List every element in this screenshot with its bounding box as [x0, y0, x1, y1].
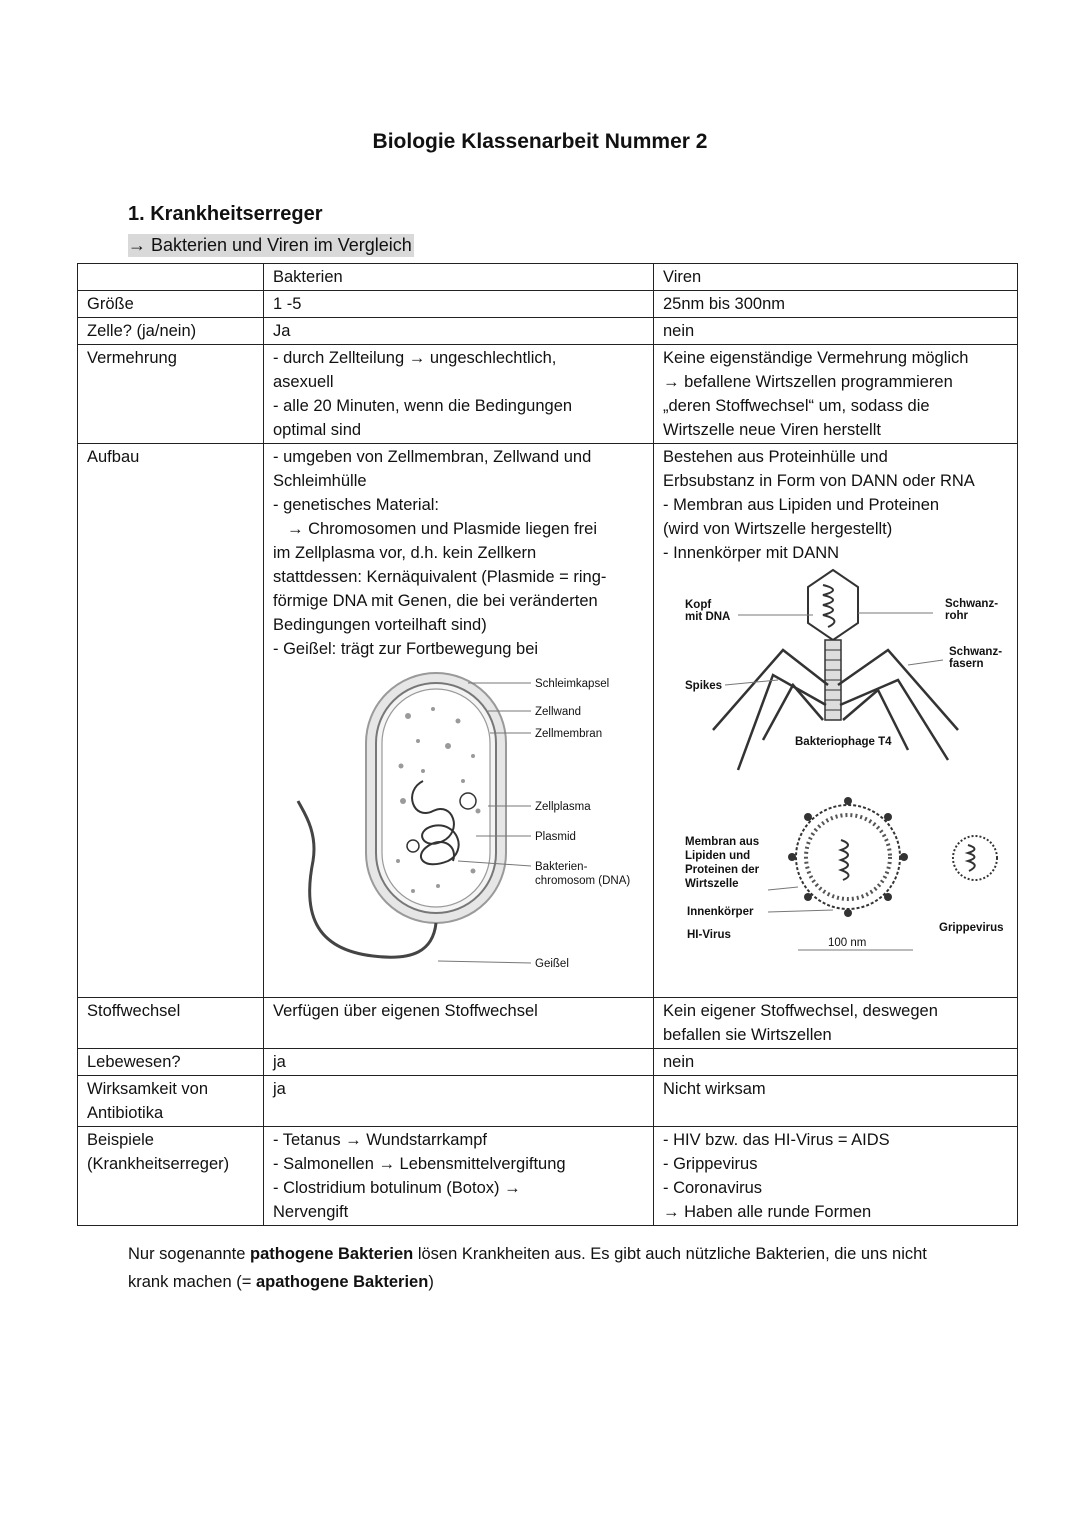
cell-membrane-shape — [382, 689, 490, 907]
cell-line: befallen sie Wirtszellen — [663, 1026, 832, 1044]
cell-line: Nervengift — [273, 1203, 349, 1221]
table-row — [78, 1076, 1018, 1127]
cell-line: im Zellplasma vor, d.h. kein Zellkern — [273, 544, 537, 562]
virus-illustration — [663, 565, 1009, 985]
cell-line: - Geißel: trägt zur Fortbewegung bei — [273, 640, 539, 658]
bakterien-cell — [264, 345, 654, 444]
cell-line: - umgeben von Zellmembran, Zellwand und — [273, 448, 592, 466]
row-label: Wirksamkeit von Antibiotika — [78, 1076, 264, 1127]
label-zellmembran: Zellmembran — [535, 728, 603, 740]
cell-line: Kein eigener Stoffwechsel, deswegen — [663, 1002, 938, 1020]
label-membran-1: Membran aus — [685, 836, 760, 848]
note-text: lösen Krankheiten aus. Es gibt auch nützliche Bakterien, die uns nicht krank machen (= — [128, 1245, 927, 1291]
row-label: Zelle? (ja/nein) — [78, 318, 264, 345]
bakterien-cell — [264, 318, 654, 345]
label-zellplasma: Zellplasma — [535, 801, 591, 813]
comparison-table — [77, 263, 1018, 1226]
note-bold-apathogen: apathogene Bakterien — [255, 1273, 429, 1291]
cell-line: - Salmonellen → Lebensmittelvergiftung — [273, 1155, 566, 1173]
label-kopf: Kopf — [685, 599, 712, 611]
label-membran-2: Lipiden und — [685, 850, 751, 862]
cell-line: - Innenkörper mit DANN — [663, 544, 840, 562]
table-row — [78, 1049, 1018, 1076]
cell-line: → befallene Wirtszellen programmieren — [663, 373, 953, 391]
viren-cell — [654, 998, 1018, 1049]
label-grippevirus: Grippevirus — [939, 922, 1004, 934]
bakterien-cell — [264, 444, 654, 998]
footnote-paragraph — [128, 1240, 948, 1296]
label-zellwand: Zellwand — [535, 706, 582, 718]
cell-line: „deren Stoffwechsel“ um, sodass die — [663, 397, 930, 415]
row-label: Lebewesen? — [78, 1049, 264, 1076]
label-innenkoerper: Innenkörper — [687, 906, 754, 918]
label-membran-3: Proteinen der — [685, 864, 760, 876]
viren-cell — [654, 345, 1018, 444]
cell-line: - Coronavirus — [663, 1179, 763, 1197]
label-100nm: 100 nm — [828, 937, 867, 949]
table-row — [78, 998, 1018, 1049]
cell-line: - Membran aus Lipiden und Proteinen — [663, 496, 940, 514]
bakterien-cell — [264, 998, 654, 1049]
subsection-heading: → Bakterien und Viren im Vergleich — [128, 235, 412, 255]
cell-line: → Haben alle runde Formen — [663, 1203, 872, 1221]
bakterien-aufbau-text — [273, 445, 644, 661]
viren-cell — [654, 291, 1018, 318]
cell-line: → Chromosomen und Plasmide liegen frei — [287, 520, 597, 538]
cell-line: optimal sind — [273, 421, 362, 439]
label-plasmid: Plasmid — [535, 831, 576, 843]
header-cell: Viren — [654, 264, 1018, 291]
cell-line: förmige DNA mit Genen, die bei veränderten — [273, 592, 598, 610]
cell-line: Bedingungen vorteilhaft sind) — [273, 616, 487, 634]
label-spikes: Spikes — [685, 680, 723, 692]
cell-line: - durch Zellteilung → ungeschlechtlich, — [273, 349, 557, 367]
page-title: Biologie Klassenarbeit Nummer 2 — [372, 130, 708, 153]
cell-line: nein — [663, 322, 695, 340]
table-row — [78, 318, 1018, 345]
label-hi-virus: HI-Virus — [687, 929, 731, 941]
cell-line: Wirtszelle neue Viren herstellt — [663, 421, 881, 439]
label-geissel: Geißel — [535, 958, 569, 970]
cell-line: Schleimhülle — [273, 472, 367, 490]
bakterien-cell — [264, 1076, 654, 1127]
table-header-row — [78, 264, 1018, 291]
cell-line: - Clostridium botulinum (Botox) → — [273, 1179, 521, 1197]
row-label: Stoffwechsel — [78, 998, 264, 1049]
virus-diagram — [663, 565, 1008, 985]
note-text: ) — [428, 1273, 434, 1291]
bacterium-illustration — [273, 661, 645, 996]
note-bold-pathogen: pathogene Bakterien — [250, 1245, 414, 1263]
label-schwanzrohr-1: Schwanz- — [945, 598, 999, 610]
row-label: Vermehrung — [78, 345, 264, 444]
table-row — [78, 1127, 1018, 1226]
cell-line: asexuell — [273, 373, 334, 391]
bakterien-cell — [264, 1127, 654, 1226]
viren-cell — [654, 318, 1018, 345]
cell-line: - alle 20 Minuten, wenn die Bedingungen — [273, 397, 573, 415]
label-bakterien: Bakterien- — [535, 861, 588, 873]
cell-line: 1 -5 — [273, 295, 302, 313]
label-bakteriophage: Bakteriophage T4 — [795, 736, 892, 748]
table-row — [78, 345, 1018, 444]
note-text: Nur sogenannte — [128, 1245, 251, 1263]
cell-line: Verfügen über eigenen Stoffwechsel — [273, 1002, 538, 1020]
cell-line: Keine eigenständige Vermehrung möglich — [663, 349, 969, 367]
section-heading: 1. Krankheitserreger — [128, 203, 323, 225]
label-schwanzfasern-2: fasern — [949, 658, 984, 670]
cell-line: Nicht wirksam — [663, 1080, 766, 1098]
table-row — [78, 444, 1018, 998]
cell-line: - HIV bzw. das HI-Virus = AIDS — [663, 1131, 890, 1149]
viren-cell — [654, 1076, 1018, 1127]
cell-line: nein — [663, 1053, 695, 1071]
cell-line: stattdessen: Kernäquivalent (Plasmide = ring- — [273, 568, 607, 586]
bacterium-diagram — [273, 661, 644, 996]
cell-line: (wird von Wirtszelle hergestellt) — [663, 520, 893, 538]
label-chromosom: chromosom (DNA) — [535, 875, 631, 887]
cell-line: Erbsubstanz in Form von DANN oder RNA — [663, 472, 975, 490]
viren-cell — [654, 444, 1018, 998]
header-cell: Bakterien — [264, 264, 654, 291]
cell-line: - Tetanus → Wundstarrkampf — [273, 1131, 487, 1149]
bakterien-cell — [264, 291, 654, 318]
bakterien-cell — [264, 1049, 654, 1076]
label-schwanzfasern-1: Schwanz- — [949, 646, 1003, 658]
cell-line: - Grippevirus — [663, 1155, 758, 1173]
viren-cell — [654, 1127, 1018, 1226]
header-cell — [78, 264, 264, 291]
phage-head-shape — [808, 570, 858, 640]
table-row — [78, 291, 1018, 318]
row-label: Größe — [78, 291, 264, 318]
viren-cell — [654, 1049, 1018, 1076]
label-mit-dna: mit DNA — [685, 611, 731, 623]
label-schwanzrohr-2: rohr — [945, 610, 968, 622]
cell-line: Bestehen aus Proteinhülle und — [663, 448, 888, 466]
viren-aufbau-text — [663, 445, 1008, 565]
cell-line: 25nm bis 300nm — [663, 295, 785, 313]
row-label: Beispiele (Krankheitserreger) — [78, 1127, 264, 1226]
cell-line: - genetisches Material: — [273, 496, 439, 514]
cell-line: ja — [273, 1080, 286, 1098]
cell-line: ja — [273, 1053, 286, 1071]
row-label: Aufbau — [78, 444, 264, 998]
label-schleimkapsel: Schleimkapsel — [535, 678, 610, 690]
label-membran-4: Wirtszelle — [685, 878, 739, 890]
cell-line: Ja — [273, 322, 291, 340]
